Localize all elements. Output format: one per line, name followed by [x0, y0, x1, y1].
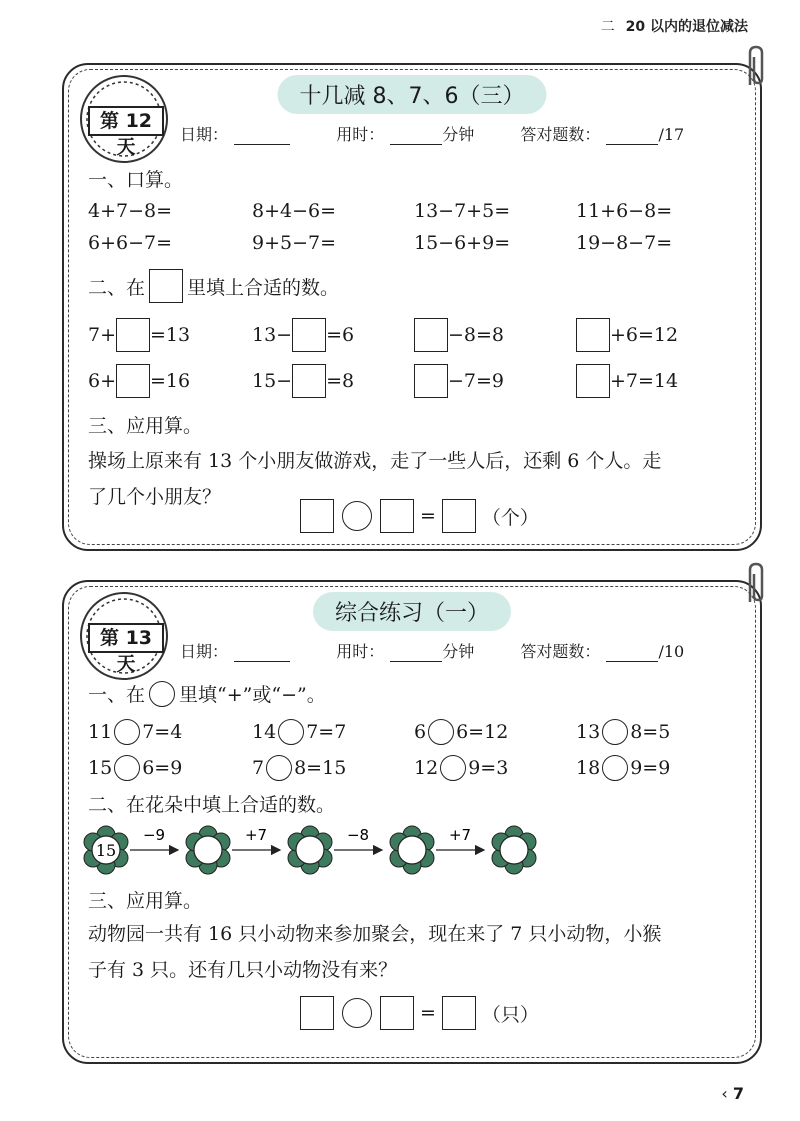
- flower-start: [84, 826, 128, 874]
- sign-left: 6: [414, 721, 427, 743]
- sign-circle[interactable]: [440, 755, 466, 781]
- equals-sign: =: [420, 1002, 436, 1024]
- sign-right: 9=3: [468, 757, 509, 779]
- chapter-header: [601, 16, 748, 36]
- page-number: 7: [732, 1084, 744, 1103]
- sign-right: 7=4: [142, 721, 183, 743]
- score-label: 答对题数：: [520, 642, 601, 661]
- sign-circle[interactable]: [602, 755, 628, 781]
- time-field[interactable]: [390, 128, 442, 145]
- sign-circle[interactable]: [278, 719, 304, 745]
- sign-circle[interactable]: [428, 719, 454, 745]
- sign-right: 8=15: [294, 757, 347, 779]
- operator-circle[interactable]: [342, 998, 372, 1028]
- sample-circle-icon: [149, 681, 175, 707]
- fill-post: +6=12: [610, 324, 679, 346]
- operator-circle[interactable]: [342, 501, 372, 531]
- oral-item: 6+6−7=: [88, 232, 173, 254]
- problem-line: 操场上原来有 13 个小朋友做游戏，走了一些人后，还剩 6 个人。走: [88, 450, 662, 472]
- result-box[interactable]: [442, 996, 476, 1030]
- fill-pre: 7+: [88, 324, 117, 346]
- date-label: 日期：: [180, 642, 229, 661]
- day13-section2-heading: 二、在花朵中填上合适的数。: [88, 794, 336, 816]
- sign-left: 13: [576, 721, 601, 743]
- oral-item: 8+4−6=: [252, 200, 337, 222]
- day13-problem: [88, 916, 740, 988]
- day13-title: 综合练习（一）: [313, 592, 511, 631]
- oral-item: 13−7+5=: [414, 200, 511, 222]
- time-unit: 分钟: [442, 125, 475, 144]
- sign-right: 7=7: [306, 721, 347, 743]
- day12-card: [62, 63, 762, 551]
- score-field[interactable]: [606, 128, 658, 145]
- equation-box[interactable]: [380, 499, 414, 533]
- equals-sign: =: [420, 505, 436, 527]
- sign-right: 6=9: [142, 757, 183, 779]
- sign-circle[interactable]: [114, 719, 140, 745]
- sign-left: 11: [88, 721, 113, 743]
- score-total: /10: [658, 642, 685, 661]
- fill-post: +7=14: [610, 370, 679, 392]
- equation-box[interactable]: [300, 996, 334, 1030]
- sign-row: [88, 714, 740, 750]
- answer-box[interactable]: [576, 364, 610, 398]
- sec1-suffix: 里填“+”或“−”。: [179, 684, 326, 706]
- flower-op: +7: [448, 826, 472, 844]
- fill-post: −7=9: [448, 370, 505, 392]
- sign-circle[interactable]: [602, 719, 628, 745]
- equation-box[interactable]: [300, 499, 334, 533]
- fill-pre: 13−: [252, 324, 293, 346]
- fill-post: =6: [326, 324, 355, 346]
- day13-badge: [78, 590, 170, 682]
- day13-equation: [300, 996, 539, 1030]
- day12-badge: [78, 73, 170, 165]
- problem-line: 子有 3 只。还有几只小动物没有来？: [88, 959, 398, 981]
- flower-blank[interactable]: [492, 826, 536, 874]
- day12-badge-label: 第 12 天: [88, 106, 164, 136]
- day12-section3-heading: 三、应用算。: [88, 415, 203, 437]
- fill-post: −8=8: [448, 324, 505, 346]
- time-unit: 分钟: [442, 642, 475, 661]
- flower-blank[interactable]: [186, 826, 230, 874]
- fill-row: [88, 363, 740, 399]
- date-label: 日期：: [180, 125, 229, 144]
- score-label: 答对题数：: [520, 125, 601, 144]
- fill-post: =13: [150, 324, 191, 346]
- time-label: 用时：: [336, 125, 385, 144]
- sign-left: 12: [414, 757, 439, 779]
- sign-row: [88, 750, 740, 786]
- sign-circle[interactable]: [114, 755, 140, 781]
- sec2-suffix: 里填上合适的数。: [187, 276, 340, 299]
- problem-line: 动物园一共有 16 只小动物来参加聚会，现在来了 7 只小动物，小猴: [88, 923, 662, 945]
- fill-post: =8: [326, 370, 355, 392]
- answer-box[interactable]: [414, 364, 448, 398]
- chapter-title: 20 以内的退位减法: [625, 19, 748, 35]
- fill-row: [88, 317, 740, 353]
- day13-card: [62, 580, 762, 1064]
- flower-blank[interactable]: [288, 826, 332, 874]
- flower-start-label: 15: [95, 841, 117, 860]
- sign-left: 7: [252, 757, 265, 779]
- score-total: /17: [658, 125, 685, 144]
- time-label: 用时：: [336, 642, 385, 661]
- fill-pre: 15−: [252, 370, 293, 392]
- answer-box[interactable]: [292, 318, 326, 352]
- day12-section2-heading: [88, 269, 339, 303]
- unit-label: （只）: [481, 1003, 539, 1026]
- oral-item: 15−6+9=: [414, 232, 511, 254]
- flower-chain: [82, 818, 562, 878]
- sec1-prefix: 一、在: [88, 684, 146, 706]
- page-footer: [721, 1084, 744, 1103]
- day12-info-row: [180, 122, 684, 145]
- day12-equation: [300, 499, 539, 533]
- sign-left: 14: [252, 721, 277, 743]
- answer-box[interactable]: [414, 318, 448, 352]
- oral-item: 9+5−7=: [252, 232, 337, 254]
- sign-circle[interactable]: [266, 755, 292, 781]
- date-field[interactable]: [234, 128, 290, 145]
- answer-box[interactable]: [576, 318, 610, 352]
- paperclip-icon: [740, 562, 770, 606]
- date-field[interactable]: [234, 645, 290, 662]
- fill-post: =16: [150, 370, 191, 392]
- chapter-mark: 二: [600, 19, 615, 35]
- sign-right: 8=5: [630, 721, 671, 743]
- score-field[interactable]: [606, 645, 658, 662]
- equation-box[interactable]: [380, 996, 414, 1030]
- day12-title: 十几减 8、7、6（三）: [278, 75, 547, 114]
- flower-blank[interactable]: [390, 826, 434, 874]
- page-chevron-icon: ‹: [721, 1084, 728, 1103]
- answer-box[interactable]: [116, 318, 150, 352]
- fill-pre: 6+: [88, 370, 117, 392]
- flower-op: −9: [142, 826, 166, 844]
- paperclip-icon: [740, 45, 770, 89]
- sign-right: 9=9: [630, 757, 671, 779]
- flower-op: +7: [244, 826, 268, 844]
- sign-left: 18: [576, 757, 601, 779]
- result-box[interactable]: [442, 499, 476, 533]
- unit-label: （个）: [481, 506, 539, 529]
- day12-section1-heading: 一、口算。: [88, 169, 184, 191]
- sign-left: 15: [88, 757, 113, 779]
- oral-item: 4+7−8=: [88, 200, 173, 222]
- oral-item: 19−8−7=: [576, 232, 673, 254]
- sample-box-icon: [149, 269, 183, 303]
- flower-op: −8: [346, 826, 370, 844]
- day13-info-row: [180, 639, 684, 662]
- sign-right: 6=12: [456, 721, 509, 743]
- oral-row: [88, 225, 740, 261]
- day13-section1-heading: [88, 680, 326, 707]
- time-field[interactable]: [390, 645, 442, 662]
- sec2-prefix: 二、在: [88, 276, 146, 299]
- oral-row: [88, 193, 740, 229]
- day13-section3-heading: 三、应用算。: [88, 890, 203, 912]
- answer-box[interactable]: [116, 364, 150, 398]
- problem-line: 了几个小朋友？: [88, 486, 222, 508]
- answer-box[interactable]: [292, 364, 326, 398]
- oral-item: 11+6−8=: [576, 200, 673, 222]
- day13-badge-label: 第 13 天: [88, 623, 164, 653]
